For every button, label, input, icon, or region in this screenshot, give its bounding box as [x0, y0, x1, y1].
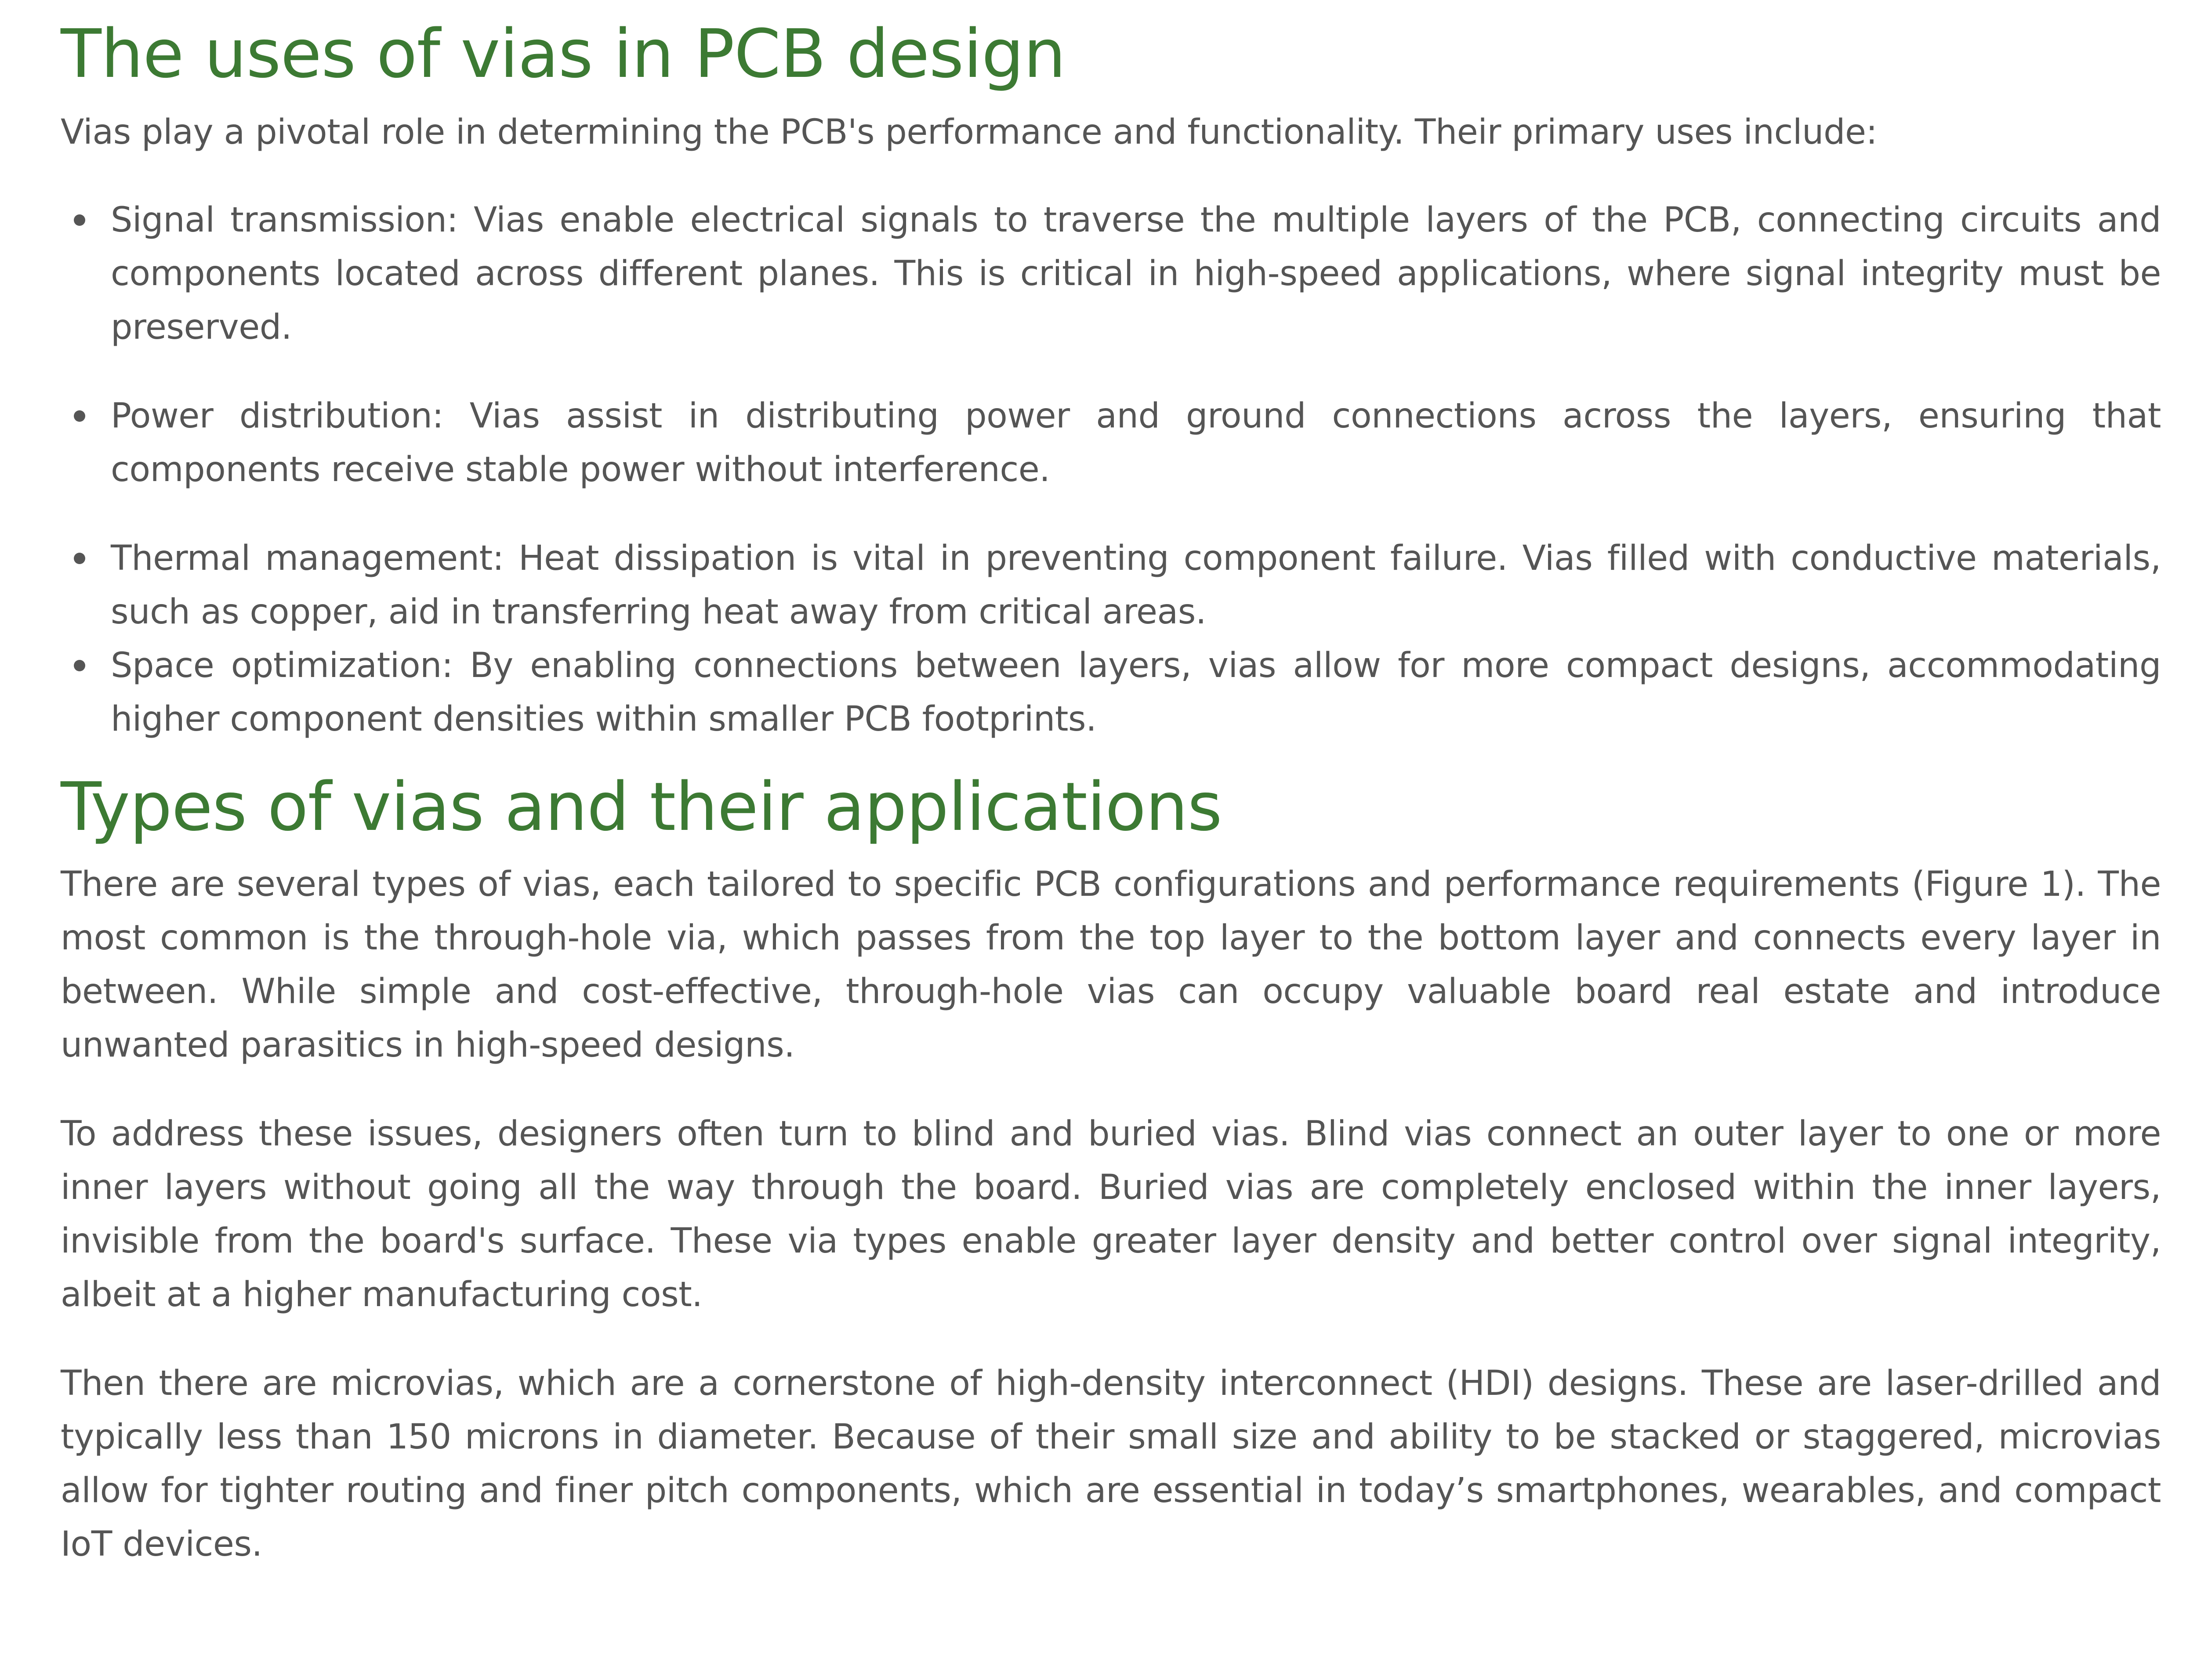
bullet-dot — [74, 660, 85, 671]
list-item-signal-transmission — [61, 193, 2161, 354]
list-item-text: Power distribution: Vias assist in distributing power and ground connections across the layers, ensuring that components receive stable power without interference. — [111, 396, 2161, 489]
list-item-text: Space optimization: By enabling connections between layers, vias allow for more compact designs, accommodating higher component densities within smaller PCB footprints. — [111, 646, 2161, 739]
bullet-dot — [74, 410, 85, 422]
section-heading-types-of-vias: Types of vias and their applications — [61, 768, 1222, 846]
uses-list — [61, 193, 2161, 746]
list-item-text: Thermal management: Heat dissipation is vital in preventing component failure. Vias filled with conductive materials, such as copper, aid in transferring heat away from critical areas. — [111, 539, 2161, 632]
paragraph-microvias: Then there are microvias, which are a cornerstone of high-density interconnect (HDI) designs. These are laser-drilled and typically less than 150 microns in diameter. Because of their small size and ability to be stacked or staggered, microvias allow for tighter routing and finer pitch components, which are essential in today’s smartphones, wearables, and compact IoT devices. — [61, 1364, 2161, 1564]
list-item-text: Signal transmission: Vias enable electrical signals to traverse the multiple layers of the PCB, connecting circuits and components located across different planes. This is critical in high-speed applications, where signal integrity must be preserved. — [111, 200, 2161, 347]
section-heading-uses-of-vias: The uses of vias in PCB design — [61, 15, 1066, 93]
bullet-dot — [74, 214, 85, 226]
article — [61, 0, 2161, 1571]
paragraph-blind-buried-vias: To address these issues, designers often turn to blind and buried vias. Blind vias connect an outer layer to one or more inner layers without going all the way through the board. Buried vias are completely enclosed within the inner layers, invisible from the board's surface. These via types enable greater layer density and better control over signal integrity, albeit at a higher manufacturing cost. — [61, 1114, 2161, 1314]
intro-paragraph: Vias play a pivotal role in determining the PCB's performance and functionality. Their primary uses include: — [61, 112, 1878, 152]
list-item-power-distribution — [61, 389, 2161, 496]
list-item-space-optimization — [61, 639, 2161, 746]
bullet-dot — [74, 553, 85, 564]
list-item-thermal-management — [61, 532, 2161, 639]
paragraph-through-hole-vias: There are several types of vias, each tailored to specific PCB configurations and performance requirements (Figure 1). The most common is the through-hole via, which passes from the top layer to the bottom layer and connects every layer in between. While simple and cost-effective, through-hole vias can occupy valuable board real estate and introduce unwanted parasitics in high-speed designs. — [61, 865, 2161, 1065]
